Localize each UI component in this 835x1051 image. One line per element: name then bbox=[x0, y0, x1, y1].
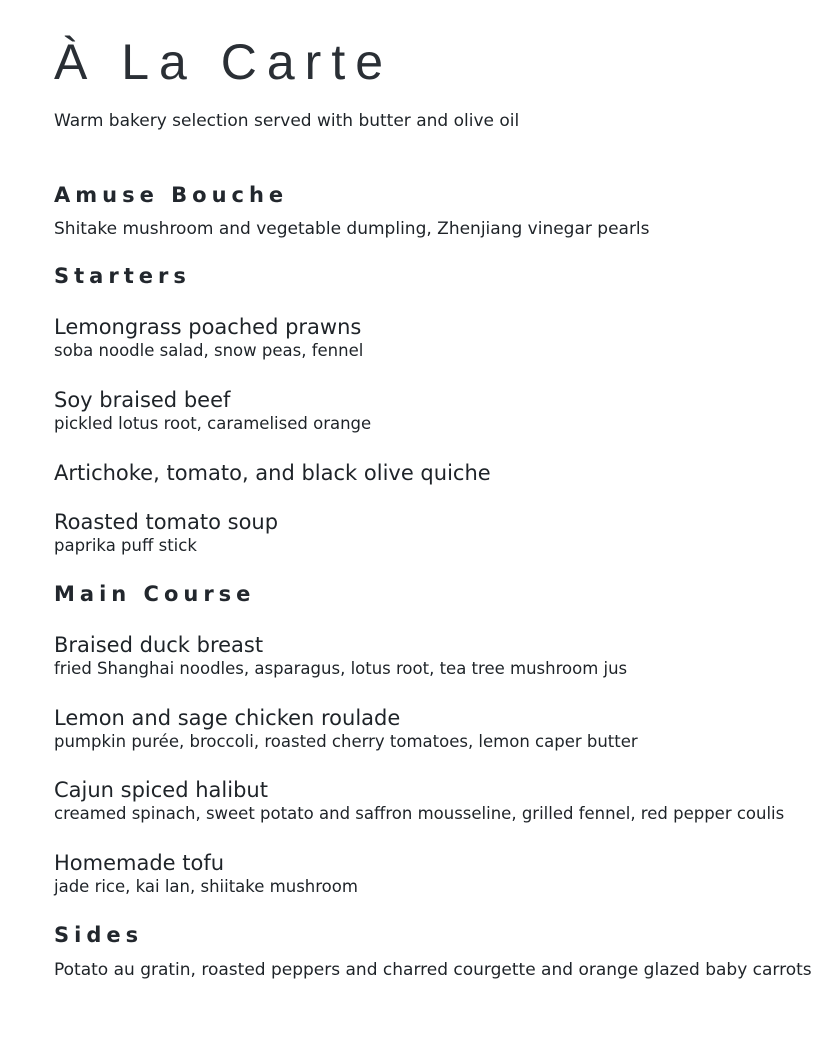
dish-description: jade rice, kai lan, shiitake mushroom bbox=[54, 877, 358, 896]
dish-name: Lemongrass poached prawns bbox=[54, 315, 362, 339]
menu-item bbox=[54, 509, 278, 557]
dish-name: Homemade tofu bbox=[54, 851, 225, 875]
section-heading-sides: Sides bbox=[54, 923, 144, 947]
dish-description: pumpkin purée, broccoli, roasted cherry tomatoes, lemon caper butter bbox=[54, 732, 638, 751]
dish-description: creamed spinach, sweet potato and saffron mousseline, grilled fennel, red pepper coulis bbox=[54, 804, 785, 823]
dish-description: soba noodle salad, snow peas, fennel bbox=[54, 341, 364, 360]
section-heading-amuse-bouche: Amuse Bouche bbox=[54, 183, 289, 207]
menu-item bbox=[54, 632, 627, 680]
dish-name: Braised duck breast bbox=[54, 633, 264, 657]
bakery-intro: Warm bakery selection served with butter and olive oil bbox=[54, 111, 520, 131]
dish-description: pickled lotus root, caramelised orange bbox=[54, 414, 372, 433]
sides-text: Potato au gratin, roasted peppers and charred courgette and orange glazed baby carrots bbox=[54, 960, 812, 980]
menu-item bbox=[54, 314, 363, 362]
dish-name: Artichoke, tomato, and black olive quiche bbox=[54, 461, 491, 485]
menu-item bbox=[54, 777, 784, 825]
menu-title: À La Carte bbox=[54, 34, 394, 90]
amuse-bouche-text: Shitake mushroom and vegetable dumpling, Zhenjiang vinegar pearls bbox=[54, 219, 650, 239]
dish-name: Lemon and sage chicken roulade bbox=[54, 706, 401, 730]
menu-item bbox=[54, 705, 638, 753]
dish-description: paprika puff stick bbox=[54, 536, 197, 555]
dish-name: Cajun spiced halibut bbox=[54, 778, 268, 802]
dish-name: Soy braised beef bbox=[54, 388, 231, 412]
menu-item bbox=[54, 387, 371, 435]
dish-description: fried Shanghai noodles, asparagus, lotus root, tea tree mushroom jus bbox=[54, 659, 628, 678]
section-heading-starters: Starters bbox=[54, 264, 191, 288]
menu-item bbox=[54, 460, 491, 486]
menu-item bbox=[54, 850, 358, 898]
section-heading-main-course: Main Course bbox=[54, 582, 256, 606]
dish-name: Roasted tomato soup bbox=[54, 510, 279, 534]
